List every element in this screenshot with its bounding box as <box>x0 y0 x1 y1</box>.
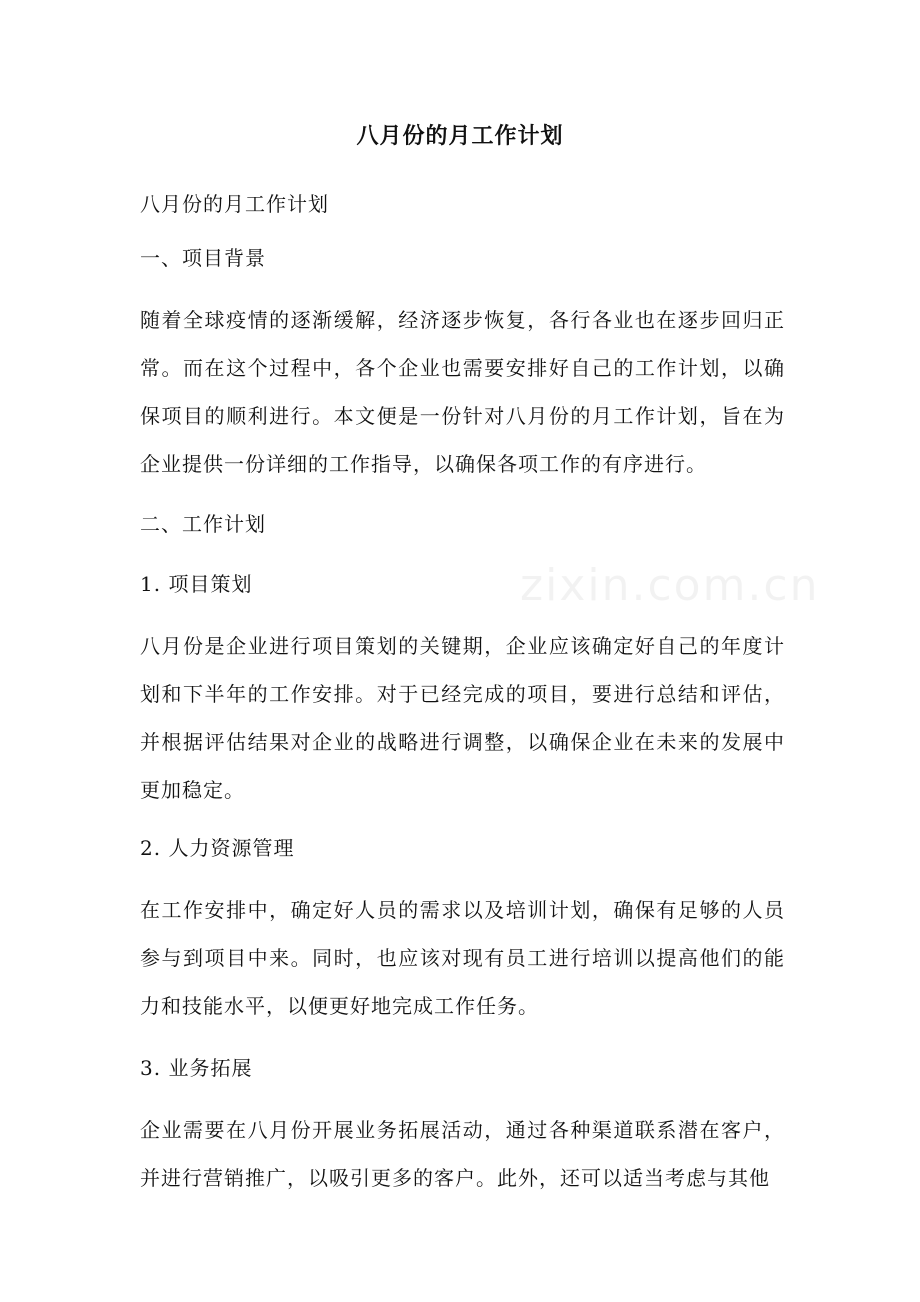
business-expansion-paragraph: 企业需要在八月份开展业务拓展活动，通过各种渠道联系潜在客户，并进行营销推广，以吸引更多的客户。此外，还可以适当考虑与其他 <box>140 1118 785 1190</box>
section-heading-background: 一、项目背景 <box>140 246 266 270</box>
watermark-text: zixin.com.cn <box>520 560 820 611</box>
background-paragraph: 随着全球疫情的逐渐缓解，经济逐步恢复，各行各业也在逐步回归正常。而在这个过程中，各个企业也需要安排好自己的工作计划，以确保项目的顺利进行。本文便是一份针对八月份的月工作计划，旨在为企业提供一份详细的工作指导，以确保各项工作的有序进行。 <box>140 308 785 476</box>
section-heading-plan: 二、工作计划 <box>140 512 266 536</box>
document-title: 八月份的月工作计划 <box>356 123 564 149</box>
subheading-project-planning: 1. 项目策划 <box>140 572 253 596</box>
subheading-business-expansion: 3. 业务拓展 <box>140 1056 253 1080</box>
subtitle-paragraph: 八月份的月工作计划 <box>140 192 329 216</box>
hr-management-paragraph: 在工作安排中，确定好人员的需求以及培训计划，确保有足够的人员参与到项目中来。同时，也应该对现有员工进行培训以提高他们的能力和技能水平，以便更好地完成工作任务。 <box>140 898 785 1018</box>
project-planning-paragraph: 八月份是企业进行项目策划的关键期，企业应该确定好自己的年度计划和下半年的工作安排。对于已经完成的项目，要进行总结和评估，并根据评估结果对企业的战略进行调整，以确保企业在未来的发展中更加稳定。 <box>140 634 785 802</box>
subheading-hr-management: 2. 人力资源管理 <box>140 836 295 860</box>
